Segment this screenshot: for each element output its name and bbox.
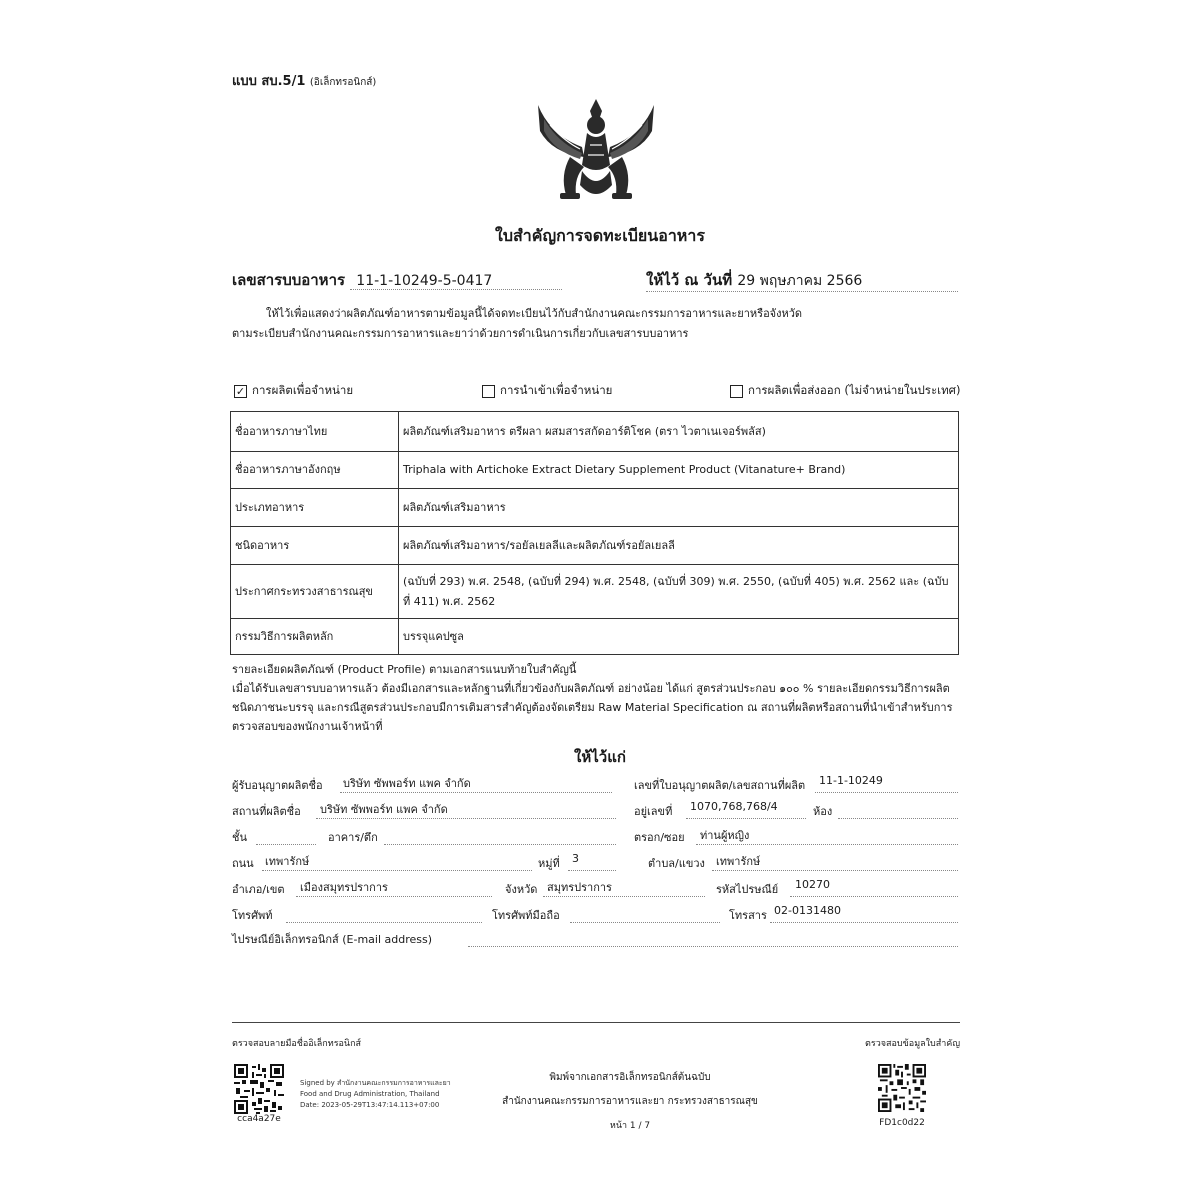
signed-org: Food and Drug Administration, Thailand: [300, 1090, 440, 1098]
verify-data-label: ตรวจสอบข้อมูลใบสำคัญ: [865, 1039, 960, 1049]
signature-qr-code-id: cca4a27e: [237, 1114, 281, 1124]
dotted-line: [570, 922, 720, 923]
room-label: ห้อง: [813, 805, 833, 818]
purpose-label: การผลิตเพื่อส่งออก (ไม่จำหน่ายในประเทศ): [748, 383, 961, 397]
license-number-label: เลขที่ใบอนุญาตผลิต/เลขสถานที่ผลิต: [634, 779, 806, 792]
checkbox-checked-icon: ✓: [235, 384, 246, 398]
phone-label: โทรศัพท์: [232, 909, 273, 922]
postal-code-label: รหัสไปรษณีย์: [716, 883, 779, 896]
dotted-line: [468, 946, 958, 947]
dotted-line: [815, 792, 958, 793]
house-number-value: 1070,768,768/4: [690, 800, 778, 813]
dotted-line: [686, 818, 806, 819]
detail-label: ชนิดอาหาร: [231, 527, 399, 565]
purpose-label: การผลิตเพื่อจำหน่าย: [252, 383, 354, 397]
intro-paragraph: [232, 304, 962, 344]
detail-value: Triphala with Artichoke Extract Dietary Supplement Product (Vitanature+ Brand): [399, 452, 959, 489]
footer-divider: [232, 1022, 960, 1023]
dotted-line: [262, 870, 532, 871]
dotted-line: [256, 844, 316, 845]
soi-label: ตรอก/ซอย: [634, 831, 685, 844]
signature-qr-code-icon[interactable]: [234, 1064, 284, 1114]
detail-value: บรรจุแคปซูล: [399, 619, 959, 655]
detail-value: ผลิตภัณฑ์เสริมอาหาร/รอยัลเยลลีและผลิตภัณฑ์รอยัลเยลลี: [399, 527, 959, 565]
data-qr-code-icon[interactable]: [878, 1064, 926, 1112]
soi-value: ท่านผู้หญิง: [700, 829, 750, 842]
licensee-label: ผู้รับอนุญาตผลิตชื่อ: [232, 779, 323, 792]
form-code-note: (อิเล็กทรอนิกส์): [309, 77, 377, 88]
dotted-line: [712, 870, 958, 871]
detail-label: ประกาศกระทรวงสาธารณสุข: [231, 565, 399, 619]
dotted-line: [568, 870, 616, 871]
checkbox-empty-icon: [482, 385, 495, 398]
purpose-checkbox-manufacture: [234, 382, 353, 400]
issuing-office: สำนักงานคณะกรรมการอาหารและยา กระทรวงสาธารณสุข: [502, 1096, 758, 1107]
registration-number-value: 11-1-10249-5-0417: [350, 273, 562, 290]
subdistrict-label: ตำบล/แขวง: [648, 857, 705, 870]
fax-value: 02-0131480: [774, 904, 841, 917]
table-row: [231, 489, 959, 527]
site-label: สถานที่ผลิตชื่อ: [232, 805, 301, 818]
printed-from-note: พิมพ์จากเอกสารอิเล็กทรอนิกส์ต้นฉบับ: [549, 1072, 711, 1083]
issued-to-heading: ให้ไว้แก่: [574, 748, 626, 766]
dotted-line: [296, 896, 492, 897]
page-number: หน้า 1 / 7: [609, 1121, 651, 1131]
province-value: สมุทรปราการ: [547, 881, 612, 894]
subdistrict-value: เทพารักษ์: [716, 855, 761, 868]
purpose-checkbox-import: [482, 382, 612, 400]
floor-label: ชั้น: [232, 831, 247, 844]
issued-date-value: 29 พฤษภาคม 2566: [737, 273, 863, 289]
verify-signature-label: ตรวจสอบลายมือชื่ออิเล็กทรอนิกส์: [232, 1039, 362, 1049]
dotted-line: [770, 922, 958, 923]
site-name: บริษัท ซัพพอร์ท แพค จำกัด: [320, 803, 448, 816]
moo-label: หมู่ที่: [538, 857, 560, 870]
profile-line-1: รายละเอียดผลิตภัณฑ์ (Product Profile) ตามเอกสารแนบท้ายใบสำคัญนี้: [232, 663, 577, 676]
detail-label: ประเภทอาหาร: [231, 489, 399, 527]
detail-label: ชื่ออาหารภาษาอังกฤษ: [231, 452, 399, 489]
dotted-line: [543, 896, 705, 897]
detail-label: กรรมวิธีการผลิตหลัก: [231, 619, 399, 655]
postal-code-value: 10270: [795, 878, 830, 891]
dotted-line: [696, 844, 958, 845]
detail-value: ผลิตภัณฑ์เสริมอาหาร: [399, 489, 959, 527]
table-row: [231, 527, 959, 565]
registration-number-field: [232, 268, 562, 292]
dotted-line: [316, 818, 616, 819]
licensee-name: บริษัท ซัพพอร์ท แพค จำกัด: [343, 777, 471, 790]
issued-date-underline: [646, 291, 958, 292]
signed-by: Signed by สำนักงานคณะกรรมการอาหารและยา: [300, 1079, 451, 1087]
issued-date-field: [646, 268, 862, 292]
mobile-label: โทรศัพท์มือถือ: [492, 909, 560, 922]
fax-label: โทรสาร: [729, 909, 767, 922]
registration-number-label: เลขสารบบอาหาร: [232, 271, 346, 289]
detail-value: ผลิตภัณฑ์เสริมอาหาร ตรีผลา ผสมสารสกัดอาร์ติโชค (ตรา ไวตาเนเจอร์พลัส): [399, 412, 959, 452]
form-code-text: แบบ สบ.5/1: [232, 74, 306, 89]
email-label: ไปรษณีย์อิเล็กทรอนิกส์ (E-mail address): [232, 933, 433, 946]
license-number-value: 11-1-10249: [819, 774, 883, 787]
purpose-label: การนำเข้าเพื่อจำหน่าย: [500, 383, 613, 397]
document-title: ใบสำคัญการจดทะเบียนอาหาร: [495, 226, 705, 245]
purpose-checkbox-export: [730, 382, 960, 400]
table-row: [231, 452, 959, 489]
table-row: [231, 619, 959, 655]
issued-date-label: ให้ไว้ ณ วันที่: [646, 271, 733, 289]
intro-line-1: ให้ไว้เพื่อแสดงว่าผลิตภัณฑ์อาหารตามข้อมูลนี้ได้จดทะเบียนไว้กับสำนักงานคณะกรรมการอาหารและยาหรือจังหวัด: [266, 307, 803, 320]
detail-value: (ฉบับที่ 293) พ.ศ. 2548, (ฉบับที่ 294) พ.ศ. 2548, (ฉบับที่ 309) พ.ศ. 2550, (ฉบับที่ 405) พ.ศ. 2562 และ (ฉบับที่ 411) พ.ศ. 2562: [399, 565, 959, 619]
data-qr-code-id: FD1c0d22: [879, 1118, 925, 1128]
food-details-table: [230, 411, 959, 655]
road-label: ถนน: [232, 857, 254, 870]
dotted-line: [340, 792, 612, 793]
district-value: เมืองสมุทรปราการ: [300, 881, 388, 894]
checkbox-empty-icon: [730, 385, 743, 398]
intro-line-2: ตามระเบียบสำนักงานคณะกรรมการอาหารและยาว่าด้วยการดำเนินการเกี่ยวกับเลขสารบบอาหาร: [232, 327, 689, 340]
road-value: เทพารักษ์: [265, 855, 310, 868]
house-number-label: อยู่เลขที่: [634, 805, 673, 818]
detail-label: ชื่ออาหารภาษาไทย: [231, 412, 399, 452]
moo-value: 3: [572, 852, 579, 865]
form-code: [232, 70, 376, 91]
product-profile-note: [232, 660, 962, 736]
dotted-line: [838, 818, 958, 819]
profile-line-2: เมื่อได้รับเลขสารบบอาหารแล้ว ต้องมีเอกสารและหลักฐานที่เกี่ยวข้องกับผลิตภัณฑ์ อย่างน้อย ได้แก่ สูตรส่วนประกอบ ๑๐๐ % รายละเอียดกรรมวิธีการผลิต ชนิดภาชนะบรรจุ และกรณีสูตรส่วนประกอบมีการเติมสารสำคัญต้องจัดเตรียม Raw Material Specification ณ สถานที่ผลิตหรือสถานที่นำเข้าสำหรับการตรวจสอบของพนักงานเจ้าหน้าที่: [232, 682, 953, 733]
dotted-line: [286, 922, 482, 923]
signed-date: Date: 2023-05-29T13:47:14.113+07:00: [300, 1101, 440, 1109]
table-row: [231, 412, 959, 452]
province-label: จังหวัด: [505, 883, 538, 896]
building-label: อาคาร/ตึก: [328, 831, 378, 844]
dotted-line: [790, 896, 958, 897]
garuda-emblem-icon: [530, 95, 662, 207]
table-row: [231, 565, 959, 619]
dotted-line: [384, 844, 616, 845]
district-label: อำเภอ/เขต: [232, 883, 285, 896]
